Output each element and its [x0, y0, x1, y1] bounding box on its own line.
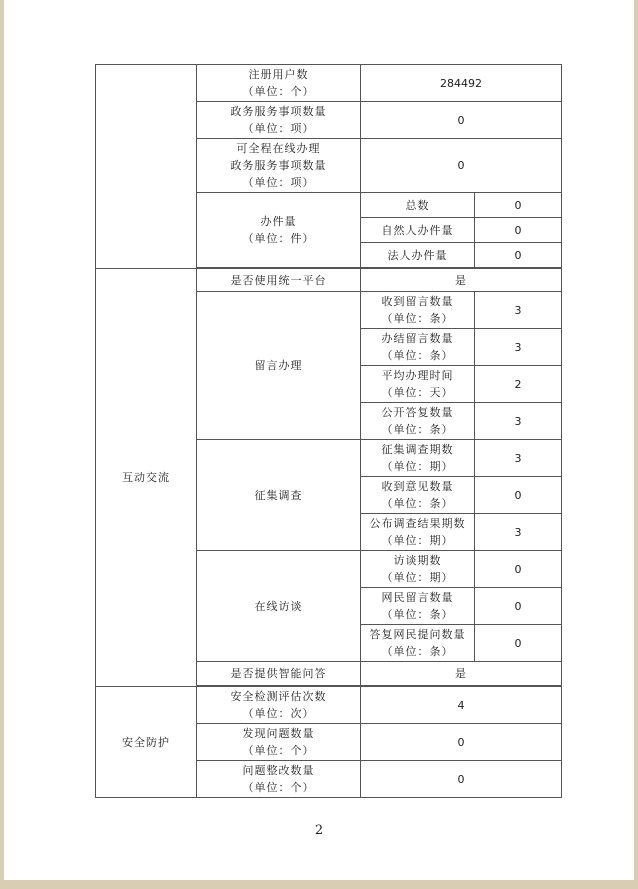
document-page: [4, 0, 634, 880]
sub-label: 自然人办件量: [361, 218, 475, 243]
table-row: [96, 269, 562, 292]
sub-value: 0: [475, 218, 562, 243]
sub-value: 0: [475, 193, 562, 218]
sub-label: 收到留言数量 （单位：条）: [361, 292, 475, 329]
row-value: 0: [361, 724, 562, 761]
row-value: 284492: [361, 65, 562, 102]
section-cell-empty: [96, 65, 197, 269]
statistics-table: [95, 64, 562, 798]
group-label: 留言办理: [197, 292, 361, 440]
table-row: [96, 65, 562, 102]
sub-value: 3: [475, 292, 562, 329]
row-label: 是否提供智能问答: [197, 662, 361, 686]
sub-value: 0: [475, 625, 562, 662]
sub-value: 0: [475, 551, 562, 588]
row-label: 问题整改数量 （单位：个）: [197, 761, 361, 798]
section-label: 安全防护: [96, 687, 197, 798]
sub-label: 法人办件量: [361, 243, 475, 268]
row-label: 注册用户数 （单位：个）: [197, 65, 361, 102]
sub-label: 网民留言数量 （单位：条）: [361, 588, 475, 625]
group-label: 征集调查: [197, 440, 361, 551]
sub-value: 3: [475, 514, 562, 551]
table-row: [96, 687, 562, 724]
sub-label: 征集调查期数 （单位：期）: [361, 440, 475, 477]
row-value: 0: [361, 761, 562, 798]
row-value: 0: [361, 139, 562, 193]
sub-value: 0: [475, 477, 562, 514]
row-value: 4: [361, 687, 562, 724]
row-value: 0: [361, 102, 562, 139]
row-label: 发现问题数量 （单位：个）: [197, 724, 361, 761]
row-label: 政务服务事项数量 （单位：项）: [197, 102, 361, 139]
sub-value: 3: [475, 403, 562, 440]
row-value: 是: [361, 662, 562, 686]
sub-value: 0: [475, 243, 562, 268]
row-value: 是: [361, 269, 562, 292]
group-label: 在线访谈: [197, 551, 361, 662]
row-label: 办件量 （单位：件）: [197, 193, 361, 268]
sub-label: 公开答复数量 （单位：条）: [361, 403, 475, 440]
sub-label: 答复网民提问数量 （单位：条）: [361, 625, 475, 662]
sub-label: 收到意见数量 （单位：条）: [361, 477, 475, 514]
sub-value: 3: [475, 440, 562, 477]
row-label: 是否使用统一平台: [197, 269, 361, 292]
sub-label: 访谈期数 （单位：期）: [361, 551, 475, 588]
sub-value: 0: [475, 588, 562, 625]
sub-label: 公布调查结果期数 （单位：期）: [361, 514, 475, 551]
sub-value: 3: [475, 329, 562, 366]
sub-label: 平均办理时间 （单位：天）: [361, 366, 475, 403]
row-label: 安全检测评估次数 （单位：次）: [197, 687, 361, 724]
sub-label: 总数: [361, 193, 475, 218]
section-label: 互动交流: [96, 269, 197, 687]
page-number: 2: [314, 823, 324, 838]
sub-value: 2: [475, 366, 562, 403]
row-label: 可全程在线办理 政务服务事项数量 （单位：项）: [197, 139, 361, 193]
sub-label: 办结留言数量 （单位：条）: [361, 329, 475, 366]
